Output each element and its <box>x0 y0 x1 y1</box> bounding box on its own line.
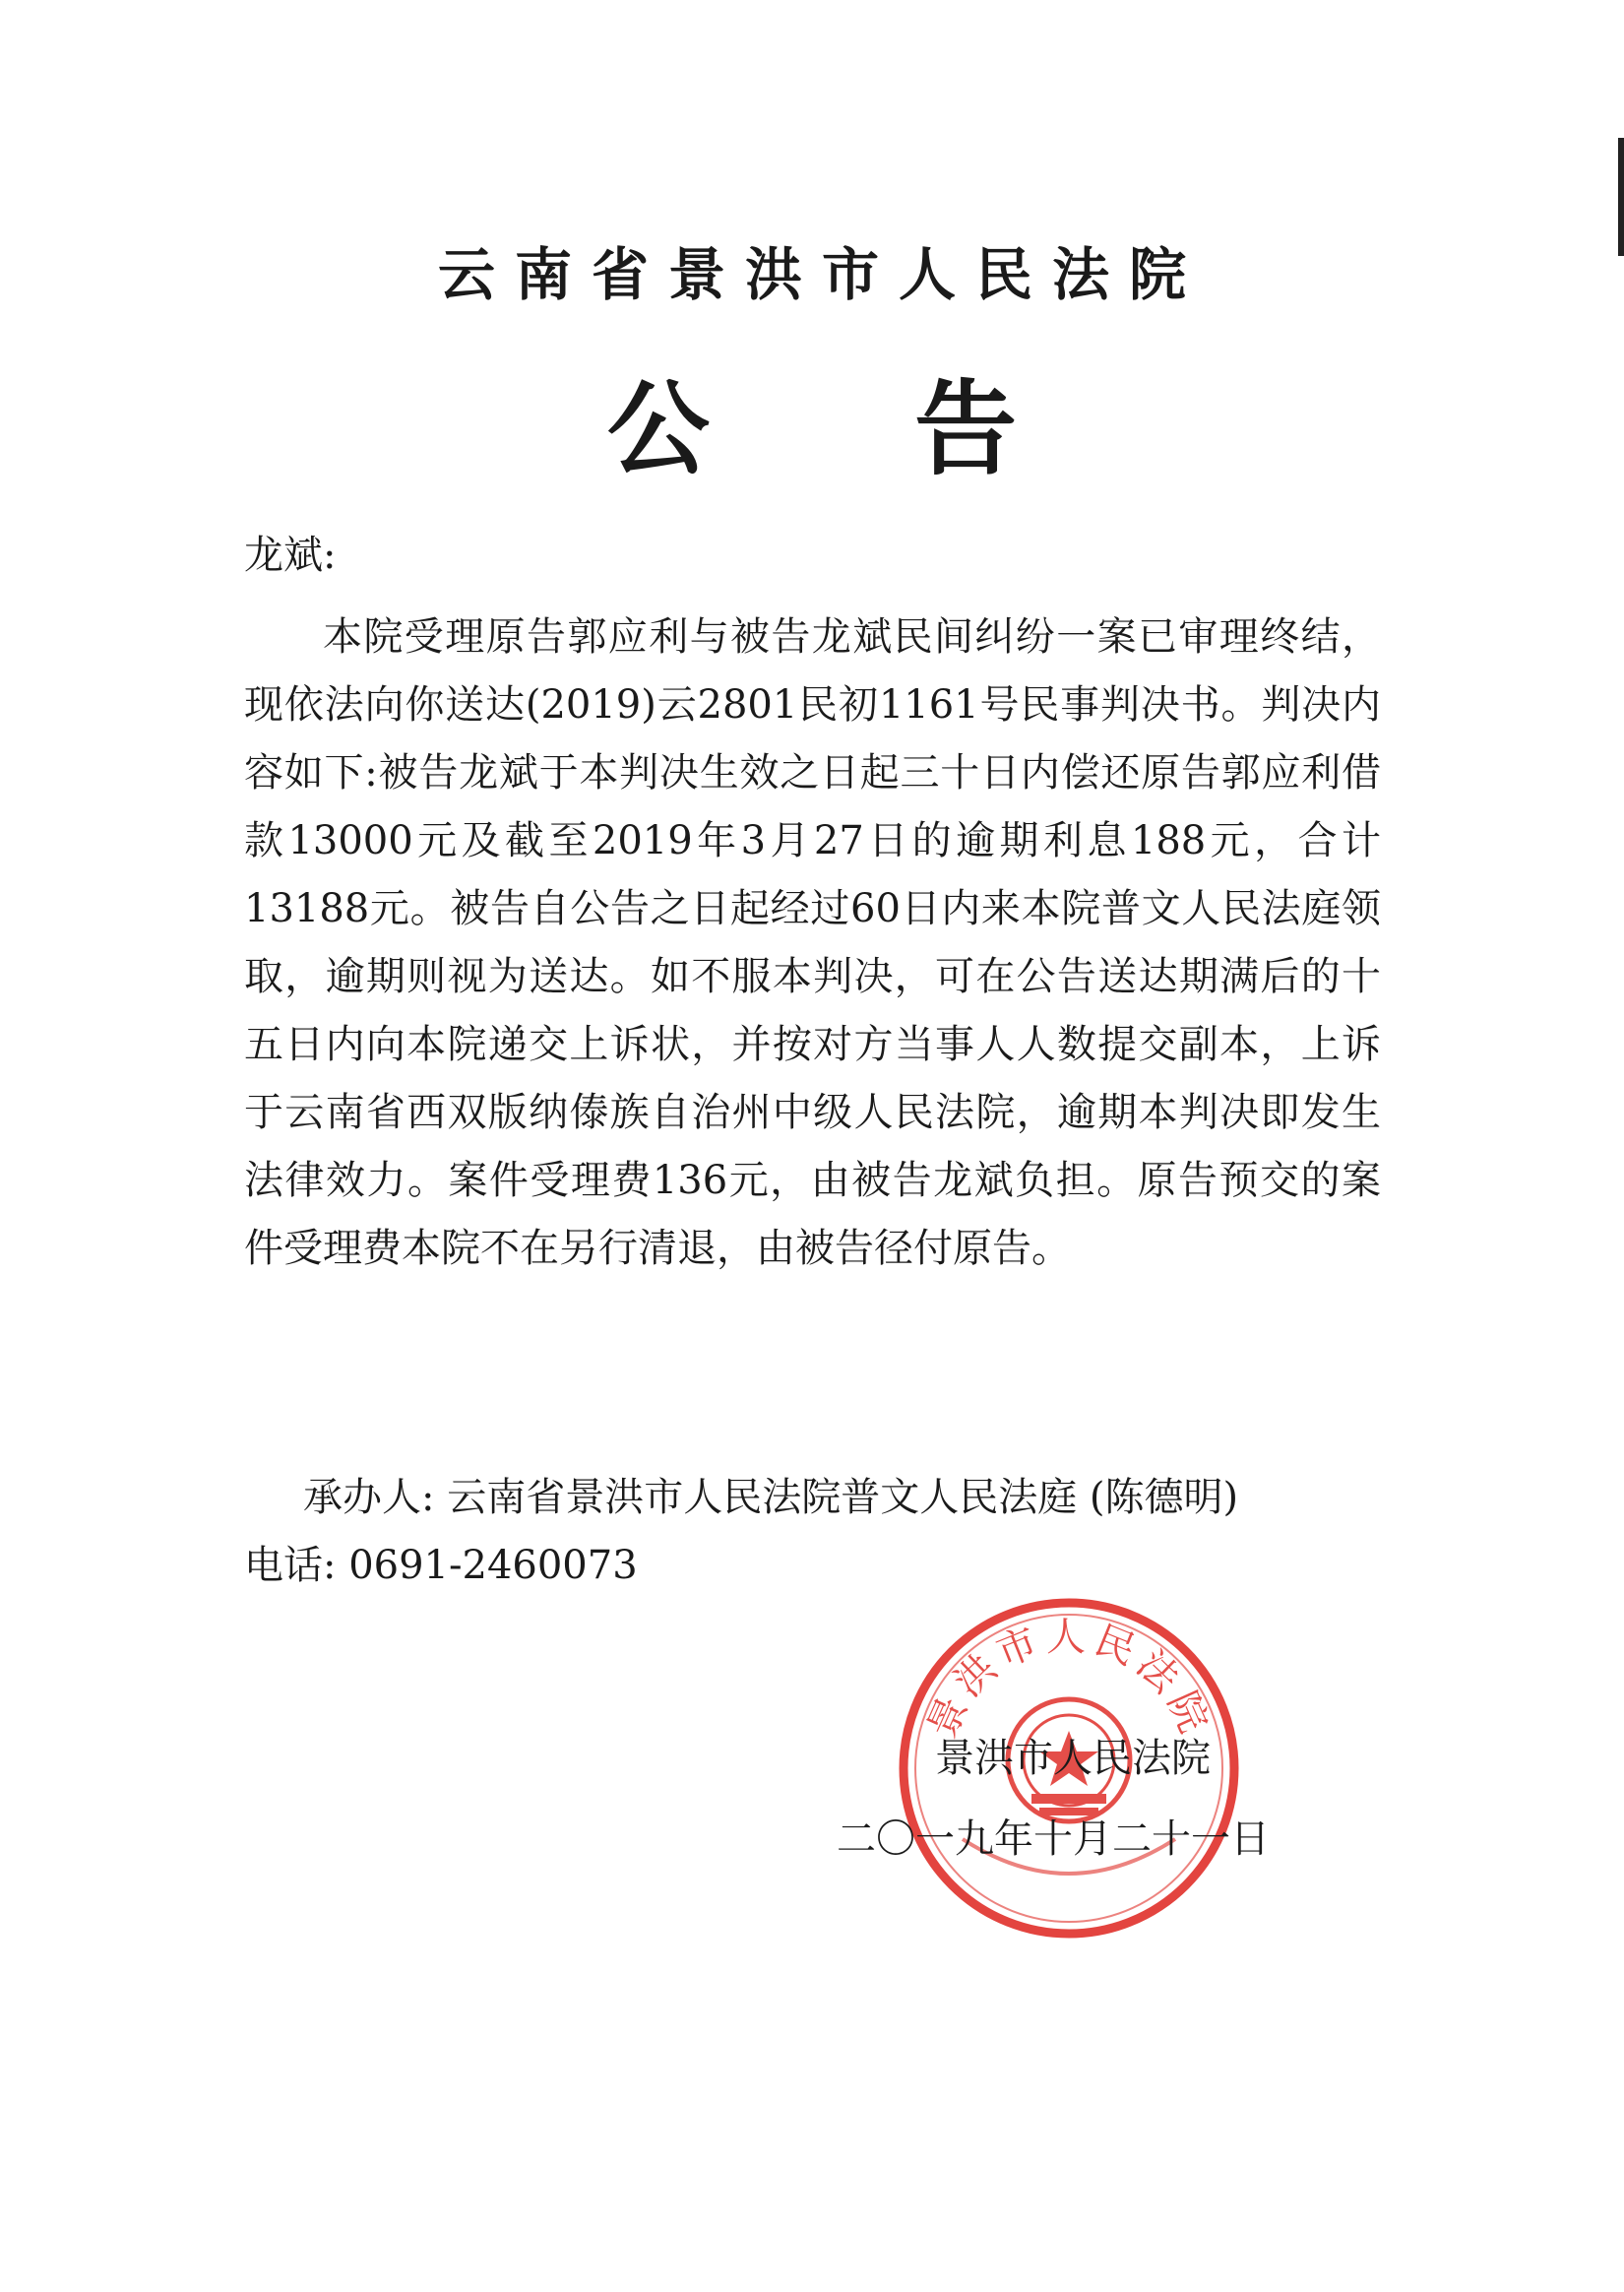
court-name-heading: 云南省景洪市人民法院 <box>437 241 1206 308</box>
notice-body: 本院受理原告郭应利与被告龙斌民间纠纷一案已审理终结，现依法向你送达(2019)云2801民初1161号民事判决书。判决内容如下:被告龙斌于本判决生效之日起三十日内偿还原告郭应利借款13000元及截至2019年3月27日的逾期利息188元，合计13188元。被告自公告之日起经过60日内来本院普文人民法庭领取，逾期则视为送达。如不服本判决，可在公告送达期满后的十五日内向本院递交上诉状，并按对方当事人人数提交副本，上诉于云南省西双版纳傣族自治州中级人民法院，逾期本判决即发生法律效力。案件受理费136元，由被告龙斌负担。原告预交的案件受理费本院不在另行清退，由被告径付原告。 <box>244 614 1381 1271</box>
addressee: 龙斌: <box>244 533 337 578</box>
svg-text:景洪市人民法院: 景洪市人民法院 <box>919 1615 1218 1746</box>
phone-line: 电话: 0691-2460073 <box>244 1543 638 1588</box>
signature-court: 景洪市人民法院 <box>935 1736 1211 1781</box>
handler-line: 承办人: 云南省景洪市人民法院普文人民法庭 (陈德明) <box>303 1475 1239 1520</box>
notice-title: 公 告 <box>606 369 1102 489</box>
signature-block <box>837 1723 1348 1875</box>
signature-date: 二〇一九年十月二十一日 <box>837 1816 1270 1862</box>
